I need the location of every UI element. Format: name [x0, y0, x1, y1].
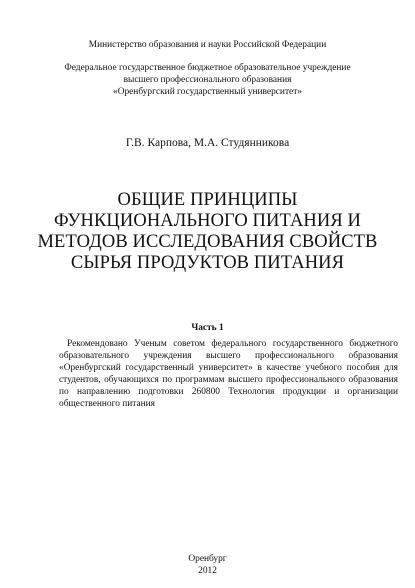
publication-city: Оренбург — [188, 554, 227, 564]
part-label: Часть 1 — [191, 323, 224, 333]
institution-line-1: Федеральное государственное бюджетное образовательное учреждение — [64, 63, 351, 73]
recommendation-line-4: студентов, обучающихся по программам высшего профессионального образования — [59, 375, 398, 385]
institution-line-2: высшего профессионального образования — [123, 75, 292, 85]
recommendation-paragraph — [59, 338, 398, 410]
ministry-line: Министерство образования и науки Российской Федерации — [88, 40, 327, 50]
recommendation-line-2: образовательного учреждения высшего профессионального образования — [59, 351, 398, 361]
recommendation-line-5: по направлению подготовки 260800 Технология продукции и организации — [59, 387, 398, 397]
book-title-line-1: ОБЩИЕ ПРИНЦИПЫ — [117, 190, 298, 210]
recommendation-line-1: Рекомендовано Ученым советом федерального государственного бюджетного — [67, 339, 398, 349]
book-title-line-3: МЕТОДОВ ИССЛЕДОВАНИЯ СВОЙСТВ — [37, 232, 378, 252]
recommendation-line-3: «Оренбургский государственный университет» в качестве учебного пособия для — [59, 363, 398, 373]
book-title-line-2: ФУНКЦИОНАЛЬНОГО ПИТАНИЯ И — [54, 211, 361, 231]
institution-line-3: «Оренбургский государственный университет» — [113, 87, 302, 97]
book-title-line-4: СЫРЬЯ ПРОДУКТОВ ПИТАНИЯ — [70, 253, 345, 273]
authors: Г.В. Карпова, М.А. Студянникова — [125, 137, 290, 149]
publication-year: 2012 — [198, 566, 217, 576]
recommendation-line-6: общественного питания — [59, 399, 155, 409]
